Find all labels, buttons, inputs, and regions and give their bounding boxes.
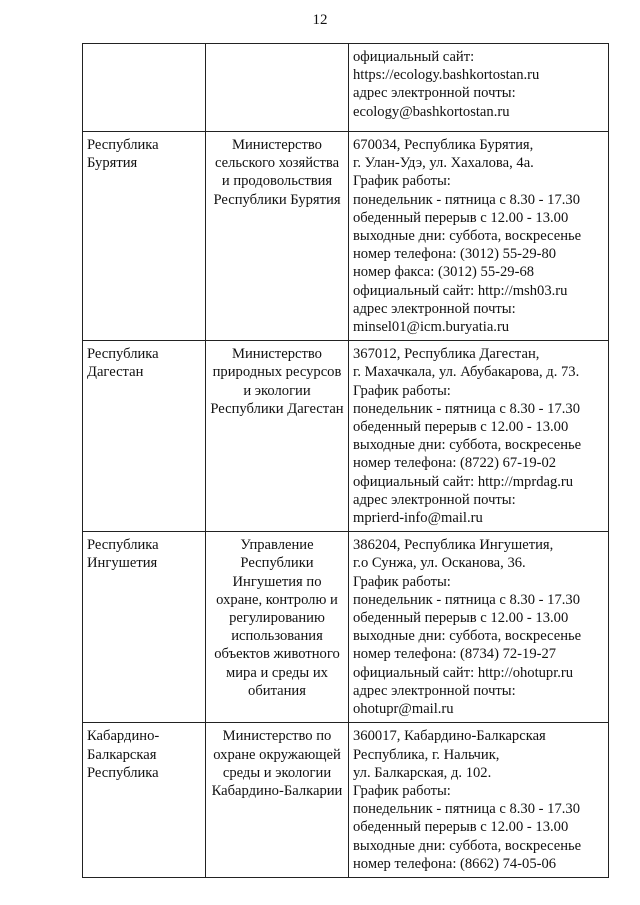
details-cell — [349, 132, 609, 341]
ministry-line: Министерство по — [222, 728, 332, 745]
details-line: номер телефона: (8722) 67-19-02 — [353, 455, 557, 472]
region-line: Ингушетия — [87, 555, 158, 572]
details-line: выходные дни: суббота, воскресенье — [353, 628, 582, 645]
ministry-cell — [206, 723, 349, 878]
ministry-line: использования — [231, 628, 323, 645]
details-line: номер телефона: (8662) 74-05-06 — [353, 855, 557, 872]
region-line: Республика — [87, 137, 159, 153]
details-line: номер факса: (3012) 55-29-68 — [353, 264, 535, 281]
details-line: г. Махачкала, ул. Абубакарова, д. 73. — [353, 364, 580, 381]
region-cell — [83, 44, 206, 132]
ministry-line: охране окружающей — [213, 746, 341, 763]
ministry-line: и продовольствия — [221, 173, 333, 190]
table-row — [83, 44, 609, 132]
ministry-line: Управление — [240, 537, 314, 554]
table-body — [83, 44, 609, 878]
table-row — [83, 341, 609, 532]
details-line: официальный сайт: http://msh03.ru — [353, 282, 568, 299]
ministry-cell — [206, 341, 349, 532]
details-line: https://ecology.bashkortostan.ru — [353, 67, 540, 84]
details-line: адрес электронной почты: — [353, 682, 516, 699]
details-line: понедельник - пятница с 8.30 - 17.30 — [353, 400, 581, 417]
details-line: обеденный перерыв с 12.00 - 13.00 — [353, 610, 569, 627]
ministry-cell — [206, 44, 349, 132]
region-line: Республика — [87, 537, 159, 554]
page-number: 12 — [312, 12, 328, 28]
details-line: г.о Сунжа, ул. Осканова, 36. — [353, 555, 526, 572]
details-line: номер телефона: (8734) 72-19-27 — [353, 646, 557, 663]
details-line: 386204, Республика Ингушетия, — [353, 537, 554, 554]
region-line: Республика — [87, 346, 159, 363]
details-line: ohotupr@mail.ru — [353, 701, 454, 718]
ministry-line: среды и экологии — [222, 764, 332, 781]
details-cell — [349, 723, 609, 878]
details-line: выходные дни: суббота, воскресенье — [353, 437, 582, 454]
ministry-line: Республики — [240, 555, 314, 572]
details-line: официальный сайт: http://mprdag.ru — [353, 473, 574, 490]
region-line: Бурятия — [87, 155, 138, 172]
ministry-line: и экологии — [243, 382, 311, 399]
ministry-cell — [206, 532, 349, 723]
ministry-line: Министерство — [232, 346, 322, 363]
details-line: Республика, г. Нальчик, — [353, 746, 500, 763]
details-line: 360017, Кабардино-Балкарская — [353, 728, 546, 745]
ministry-line: Кабардино-Балкарии — [211, 782, 343, 799]
ministry-line: обитания — [248, 682, 306, 699]
ministry-line: природных ресурсов — [212, 364, 342, 381]
ministry-line: регулированию — [229, 610, 325, 627]
details-line: График работы: — [353, 573, 451, 590]
details-line: адрес электронной почты: — [353, 491, 516, 508]
details-line: обеденный перерыв с 12.00 - 13.00 — [353, 209, 569, 226]
details-line: 670034, Республика Бурятия, — [353, 137, 534, 153]
details-line: обеденный перерыв с 12.00 - 13.00 — [353, 419, 569, 436]
details-line: выходные дни: суббота, воскресенье — [353, 837, 582, 854]
details-line: понедельник - пятница с 8.30 - 17.30 — [353, 191, 581, 208]
details-line: понедельник - пятница с 8.30 - 17.30 — [353, 591, 581, 608]
details-line: обеденный перерыв с 12.00 - 13.00 — [353, 819, 569, 836]
details-line: ул. Балкарская, д. 102. — [353, 764, 492, 781]
ministry-line: объектов животного — [214, 646, 340, 663]
details-line: номер телефона: (3012) 55-29-80 — [353, 246, 557, 263]
details-cell — [349, 341, 609, 532]
ministry-line: сельского хозяйства — [214, 155, 340, 172]
region-cell — [83, 132, 206, 341]
region-cell — [83, 341, 206, 532]
table-row — [83, 532, 609, 723]
details-line: адрес электронной почты: — [353, 85, 516, 102]
details-line: официальный сайт: http://ohotupr.ru — [353, 664, 574, 681]
ministry-line: мира и среды их — [226, 664, 328, 681]
details-line: График работы: — [353, 782, 451, 799]
details-line: г. Улан-Удэ, ул. Хахалова, 4а. — [353, 155, 534, 172]
region-cell — [83, 532, 206, 723]
agencies-table — [82, 43, 609, 878]
region-line: Дагестан — [87, 364, 144, 381]
region-cell — [83, 723, 206, 878]
ministry-line: Ингушетия по — [232, 573, 322, 590]
details-line: адрес электронной почты: — [353, 300, 516, 317]
details-line: официальный сайт: — [353, 49, 475, 65]
region-line: Балкарская — [87, 746, 157, 763]
details-cell — [349, 44, 609, 132]
details-line: График работы: — [353, 173, 451, 190]
details-line: mprierd-info@mail.ru — [353, 510, 483, 527]
details-line: График работы: — [353, 382, 451, 399]
details-line: ecology@bashkortostan.ru — [353, 103, 510, 120]
ministry-line: Республики Дагестан — [210, 400, 344, 417]
ministry-line: охране, контролю и — [216, 591, 338, 608]
region-line: Республика — [87, 764, 159, 781]
ministry-cell — [206, 132, 349, 341]
details-line: 367012, Республика Дагестан, — [353, 346, 540, 363]
table-row — [83, 132, 609, 341]
table-row — [83, 723, 609, 878]
region-line: Кабардино- — [87, 728, 160, 745]
details-line: выходные дни: суббота, воскресенье — [353, 228, 582, 245]
details-cell — [349, 532, 609, 723]
ministry-line: Республики Бурятия — [213, 191, 341, 208]
details-line: понедельник - пятница с 8.30 - 17.30 — [353, 801, 581, 818]
ministry-line: Министерство — [232, 137, 322, 153]
details-line: minsel01@icm.buryatia.ru — [353, 319, 510, 336]
